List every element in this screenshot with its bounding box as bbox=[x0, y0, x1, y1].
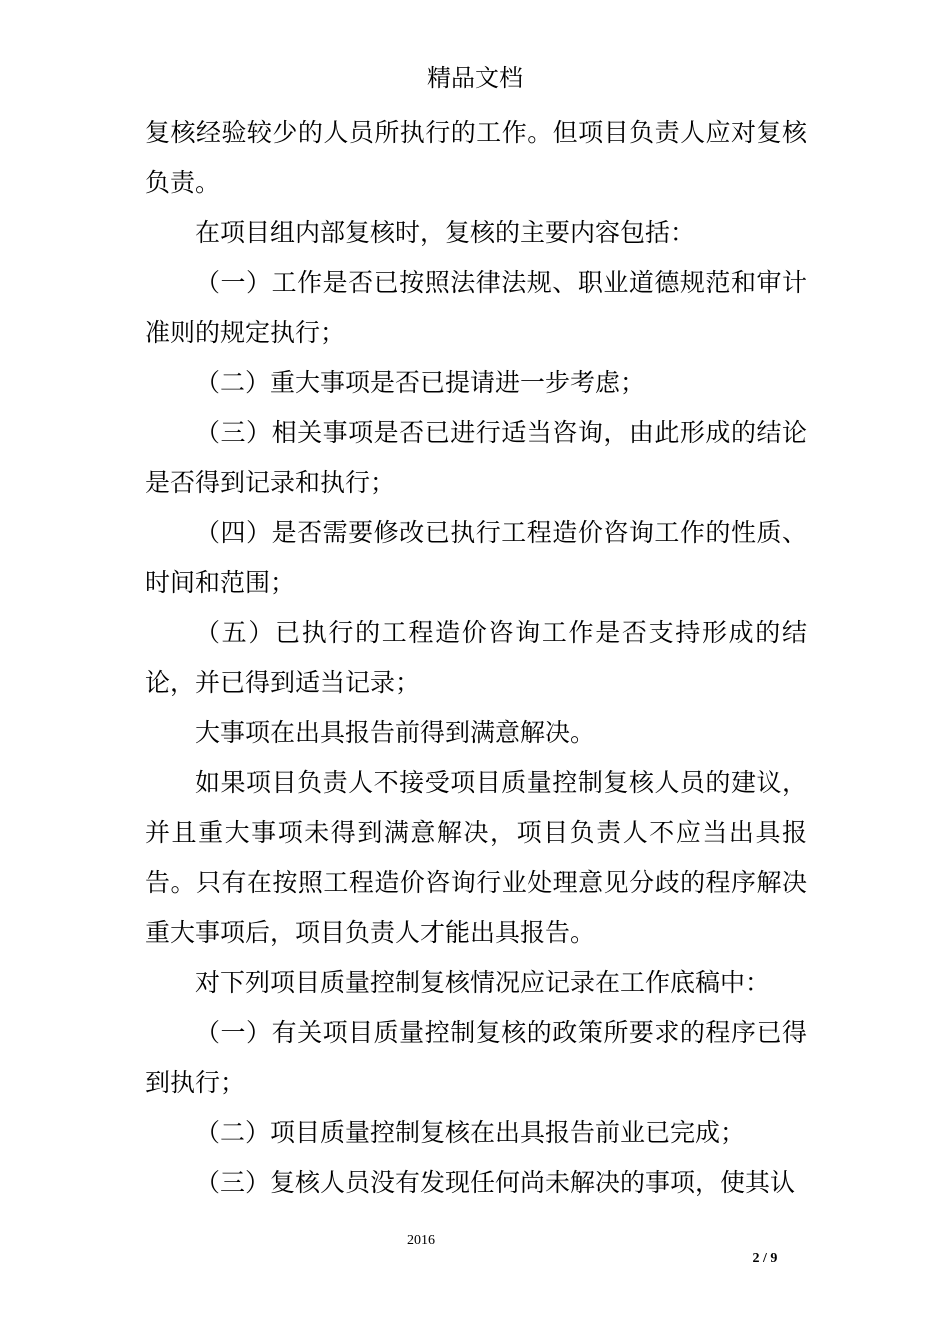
paragraph: （五）已执行的工程造价咨询工作是否支持形成的结论，并已得到适当记录； bbox=[145, 618, 807, 697]
footer-year: 2016 bbox=[407, 1233, 435, 1248]
paragraph: 复核经验较少的人员所执行的工作。但项目负责人应对复核负责。 bbox=[145, 118, 807, 197]
paragraph: 在项目组内部复核时，复核的主要内容包括： bbox=[195, 218, 696, 247]
page-header-title: 精品文档 bbox=[427, 64, 523, 92]
paragraph: 如果项目负责人不接受项目质量控制复核人员的建议，并且重大事项未得到满意解决，项目负责人不应当出具报告。只有在按照工程造价咨询行业处理意见分歧的程序解决重大事项后，项目负责人才能出具报告。 bbox=[145, 768, 807, 947]
document-body bbox=[145, 108, 807, 1208]
paragraph: （二）重大事项是否已提请进一步考虑； bbox=[195, 368, 646, 397]
paragraph: 大事项在出具报告前得到满意解决。 bbox=[195, 718, 596, 747]
paragraph: （一）有关项目质量控制复核的政策所要求的程序已得到执行； bbox=[145, 1018, 807, 1097]
paragraph: （三）相关事项是否已进行适当咨询，由此形成的结论是否得到记录和执行； bbox=[145, 418, 807, 497]
paragraph: （一）工作是否已按照法律法规、职业道德规范和审计准则的规定执行； bbox=[145, 268, 807, 347]
page-number: 2 / 9 bbox=[752, 1251, 778, 1266]
paragraph: 对下列项目质量控制复核情况应记录在工作底稿中： bbox=[195, 968, 771, 997]
paragraph: （二）项目质量控制复核在出具报告前业已完成； bbox=[195, 1118, 746, 1147]
paragraph: （三）复核人员没有发现任何尚未解决的事项，使其认 bbox=[195, 1168, 796, 1197]
paragraph: （四）是否需要修改已执行工程造价咨询工作的性质、时间和范围； bbox=[145, 518, 807, 597]
